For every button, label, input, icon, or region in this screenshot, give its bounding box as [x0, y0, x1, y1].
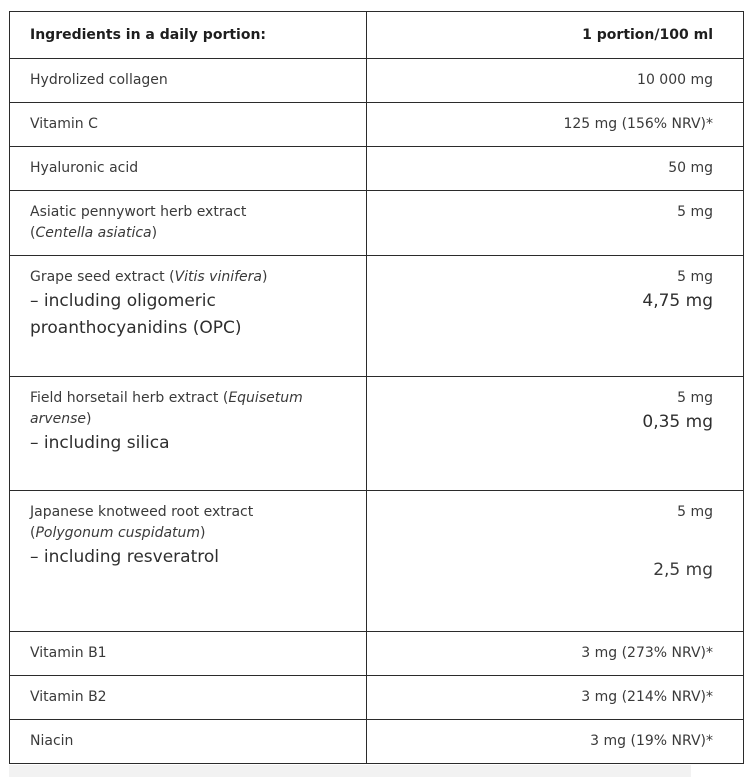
latin-close-paren: ) [86, 411, 92, 427]
ingredient-name: Vitamin B2 [10, 676, 367, 720]
ingredient-cell [10, 256, 367, 377]
latin-close-paren: ) [200, 525, 206, 541]
table-row [10, 632, 744, 676]
table-row [10, 491, 744, 632]
table-row [10, 59, 744, 103]
sub-component-amount: 4,75 mg [642, 291, 713, 311]
table-row [10, 103, 744, 147]
latin-open-paren: ( [222, 390, 229, 406]
ingredient-latin-name: Equisetum arvense [30, 390, 303, 427]
ingredient-name: Field horsetail herb extract [30, 390, 219, 406]
ingredient-sub-component: – including silica [30, 433, 170, 453]
table-row [10, 191, 744, 256]
latin-close-paren: ) [151, 225, 158, 241]
ingredient-amount-cell [367, 377, 744, 491]
ingredient-amount: 5 mg [367, 191, 744, 256]
table-row [10, 720, 744, 764]
ingredient-name: Japanese knotweed root extract [30, 504, 254, 520]
header-ingredient: Ingredients in a daily portion: [10, 12, 367, 59]
ingredient-sub-component: – including resveratrol [30, 547, 219, 567]
ingredients-table [9, 11, 744, 764]
ingredient-sub-component: – including oligomeric proanthocyanidins (OPC) [30, 291, 242, 338]
table-row [10, 256, 744, 377]
ingredient-name: Vitamin C [10, 103, 367, 147]
ingredient-amount: 5 mg [677, 269, 713, 285]
ingredient-name: Niacin [10, 720, 367, 764]
ingredient-amount-cell [367, 491, 744, 632]
ingredient-name: Grape seed extract [30, 269, 165, 285]
table-header-row [10, 12, 744, 59]
latin-open-paren: ( [30, 525, 36, 541]
header-amount: 1 portion/100 ml [367, 12, 744, 59]
latin-open-paren: ( [30, 225, 36, 241]
ingredient-name: Vitamin B1 [10, 632, 367, 676]
ingredient-cell [10, 377, 367, 491]
ingredient-latin-name: Centella asiatica [35, 225, 152, 241]
ingredient-name: Asiatic pennywort herb extract [30, 204, 247, 220]
sub-component-amount: 2,5 mg [653, 560, 713, 580]
ingredient-name: Hydrolized collagen [10, 59, 367, 103]
ingredient-amount: 10 000 mg [367, 59, 744, 103]
ingredient-latin-name: Vitis vinifera [174, 269, 262, 285]
ingredient-amount: 3 mg (214% NRV)* [367, 676, 744, 720]
table-row [10, 147, 744, 191]
ingredient-amount: 50 mg [367, 147, 744, 191]
ingredient-amount: 3 mg (273% NRV)* [367, 632, 744, 676]
table-row [10, 377, 744, 491]
ingredient-amount: 125 mg (156% NRV)* [367, 103, 744, 147]
sub-component-amount: 0,35 mg [642, 412, 713, 432]
ingredient-amount: 5 mg [677, 390, 713, 406]
ingredient-cell [10, 191, 367, 256]
ingredient-name: Hyaluronic acid [10, 147, 367, 191]
ingredient-amount: 5 mg [677, 504, 713, 520]
latin-open-paren: ( [169, 269, 175, 285]
ingredient-amount-cell [367, 256, 744, 377]
latin-close-paren: ) [261, 269, 268, 285]
table-row [10, 676, 744, 720]
ingredient-cell [10, 491, 367, 632]
cropped-next-row [9, 765, 691, 777]
ingredient-amount: 3 mg (19% NRV)* [367, 720, 744, 764]
ingredient-latin-name: Polygonum cuspidatum [35, 525, 201, 541]
